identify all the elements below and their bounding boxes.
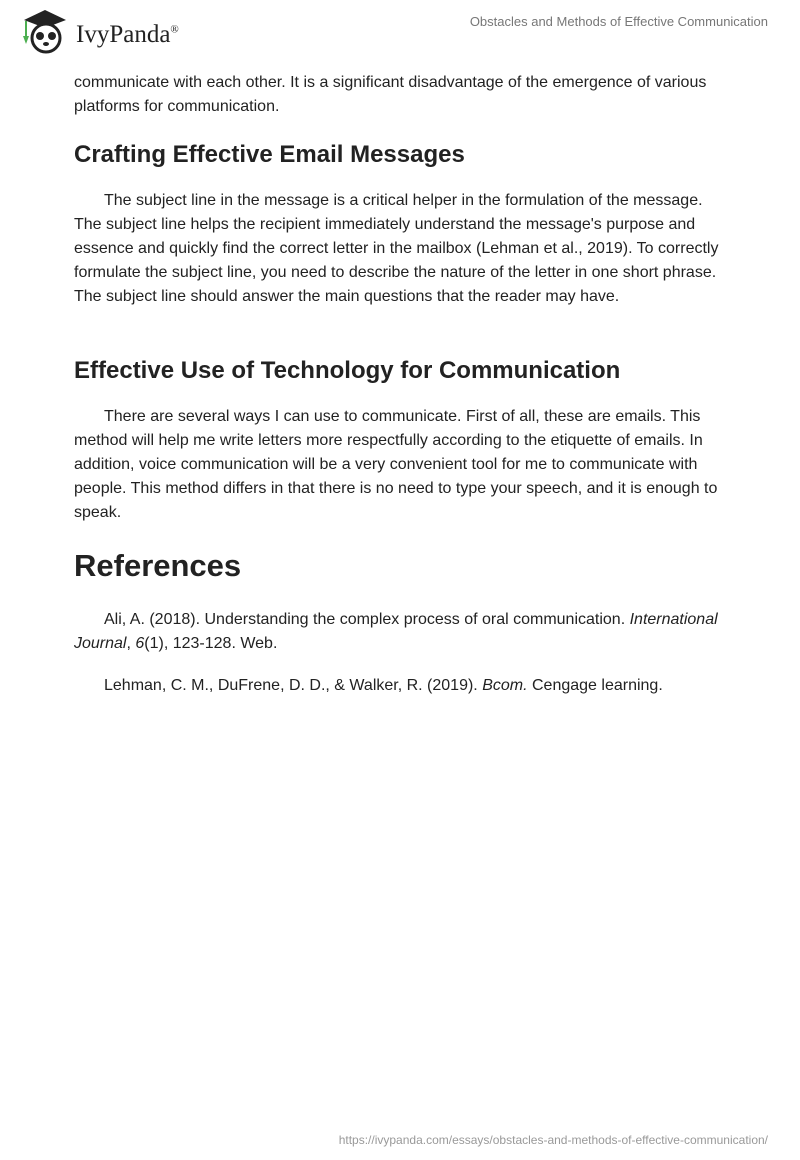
logo-text: IvyPanda® xyxy=(76,21,179,48)
source-url[interactable]: https://ivypanda.com/essays/obstacles-and-methods-of-effective-communication/ xyxy=(338,1133,768,1147)
section-paragraph: There are several ways I can use to communicate. First of all, these are emails. This method will help me write letters more respectfully according to the etiquette of emails. In addition, voice communication will be a very convenient tool for me to communicate with people. This method differs in that there is no need to type your speech, and it is enough to speak. xyxy=(74,408,718,521)
section-heading: Crafting Effective Email Messages xyxy=(74,141,465,168)
section-heading: Effective Use of Technology for Communication xyxy=(74,357,621,384)
reference-item: Lehman, C. M., DuFrene, D. D., & Walker, R. (2019). Bcom. Cengage learning. xyxy=(104,677,663,694)
reference-item: Ali, A. (2018). Understanding the complex process of oral communication. International Journal, 6(1), 123-128. Web. xyxy=(74,611,718,652)
section-paragraph: The subject line in the message is a critical helper in the formulation of the message. The subject line helps the recipient immediately understand the message's purpose and essence and quickly find the correct letter in the mailbox (Lehman et al., 2019). To correctly formulate the subject line, you need to describe the nature of the letter in one short phrase. The subject line should answer the main questions that the reader may have. xyxy=(74,192,719,305)
panda-graduate-icon xyxy=(20,8,70,54)
document-title: Obstacles and Methods of Effective Communication xyxy=(469,14,768,29)
ivypanda-logo[interactable] xyxy=(20,8,179,54)
references-heading: References xyxy=(74,548,242,583)
intro-paragraph: communicate with each other. It is a significant disadvantage of the emergence of various platforms for communication. xyxy=(74,74,707,115)
